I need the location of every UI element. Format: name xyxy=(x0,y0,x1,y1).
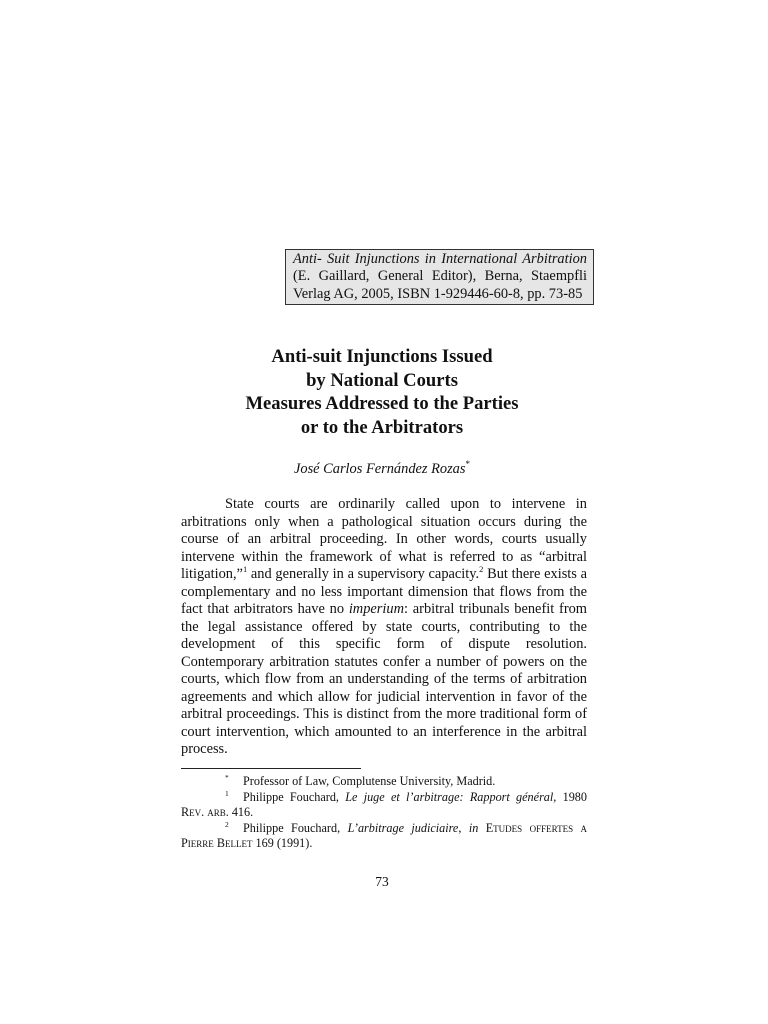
footnote-journal: Rev. arb. xyxy=(181,805,229,820)
body-paragraph xyxy=(181,496,587,759)
body-text-segment: and generally in a supervisory capacity. xyxy=(247,566,480,582)
footnote-ref-1: 1 xyxy=(242,564,248,574)
citation-text: (E. Gaillard, General Editor), Berna, Staempfli Verlag AG, 2005, ISBN 1-929446-60-8, pp. 73-85 xyxy=(293,268,587,302)
title-line: or to the Arbitrators xyxy=(300,416,464,438)
footnote-title: Le juge et l’arbitrage: Rapport général xyxy=(345,789,554,804)
footnote-text: Philippe Fouchard, xyxy=(243,789,346,804)
page-number: 73 xyxy=(375,874,389,889)
footnote-text: 169 (1991). xyxy=(252,836,313,851)
body-text-segment: But there exists a complementary and no less important dimension that flows from the fact that arbitrators have no xyxy=(181,566,587,617)
author-line xyxy=(150,460,614,478)
title-line: by National Courts xyxy=(306,369,458,391)
citation-box xyxy=(285,249,594,305)
author-name: José Carlos Fernández Rozas xyxy=(294,461,466,477)
footnote-1: $^1$ Philippe Fouchard, Le juge et l’arbitrage: Rapport général, 1980 Rev. arb. 416. xyxy=(181,788,587,820)
footnote-text: , xyxy=(458,820,469,835)
footnote-title: L’arbitrage judiciaire xyxy=(347,820,459,835)
footnote-text: 416. xyxy=(228,805,254,820)
footnote-2: $^2$ Philippe Fouchard, L’arbitrage judiciaire, in Etudes offertes a Pierre Bellet 169 (1991). xyxy=(181,819,587,851)
citation-italic: Anti- Suit Injunctions in International Arbitration xyxy=(293,251,587,267)
imperium-term: imperium xyxy=(348,601,404,617)
footnotes xyxy=(181,774,587,852)
footnote-star: * Professor of Law, Complutense University, Madrid. xyxy=(225,773,496,788)
author-footnote-mark: * xyxy=(465,459,470,469)
title-line: Measures Addressed to the Parties xyxy=(245,393,519,415)
footnote-text: Professor of Law, Complutense University, Madrid. xyxy=(243,774,496,788)
body-text-segment: State courts are ordinarily called upon to intervene in arbitrations only when a pathological situation occurs during the course of an arbitral proceeding. In other words, courts usually intervene within the framework of what is referred to as “arbitral litigation,” xyxy=(181,496,587,582)
footnote-separator xyxy=(181,768,361,769)
title-line: Anti-suit Injunctions Issued xyxy=(271,346,493,367)
footnote-in: in xyxy=(468,820,479,835)
body-text-segment: : arbitral tribunals benefit from the legal assistance offered by state courts, contributing to the development of this specific form of dispute resolution. Contemporary arbitration statutes confer a number of powers on the courts, which flow from an understanding of the terms of arbitration agreements and which allow for judicial intervention in favor of the arbitral proceedings. This is distinct from the more traditional form of court intervention, which amounted to an interference in the arbitral process. xyxy=(181,601,587,757)
footnote-ref-2: 2 xyxy=(479,564,484,574)
article-title xyxy=(150,345,614,439)
footnote-text: , 1980 xyxy=(553,789,587,804)
footnote-text xyxy=(478,821,485,835)
footnote-text: Philippe Fouchard, xyxy=(243,820,348,835)
footnote-book: Etudes offertes a Pierre Bellet xyxy=(181,820,587,851)
